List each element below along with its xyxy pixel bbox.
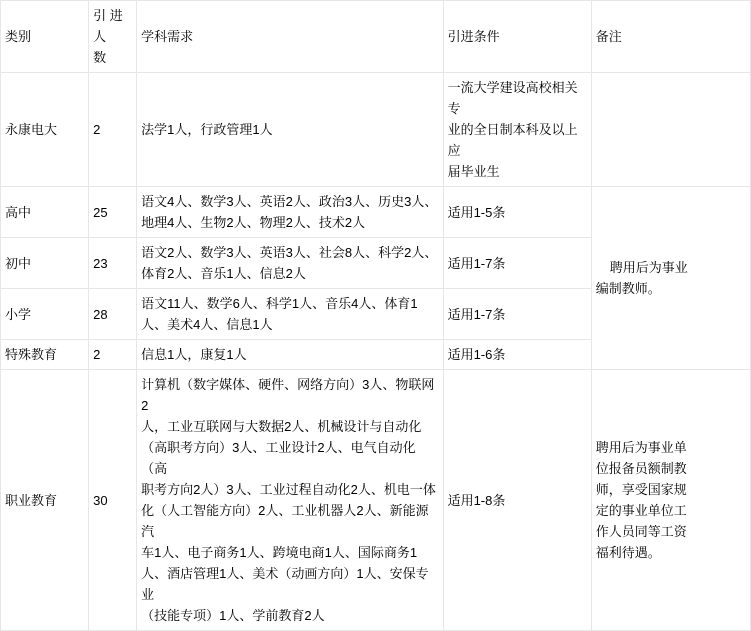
cell-conditions [443,340,591,370]
cell-subjects [137,238,443,289]
remark-line: 定的事业单位工 [595,503,687,518]
table-header [1,1,751,73]
condition-line: 适用1-8条 [447,492,506,508]
condition-line: 适用1-7条 [447,255,506,271]
remark-line: 聘用后为事业单 [595,440,687,455]
header-category: 类别 [1,1,89,73]
subject-line: 人、美术4人、信息1人 [141,317,273,332]
condition-line: 届毕业生 [447,164,500,179]
cell-remarks [591,187,750,370]
header-count-line2: 数 [93,50,107,65]
subject-line: 化（人工智能方向）2人、工业机器人2人、新能源汽 [141,503,429,539]
cell-subjects [137,187,443,238]
cell-subjects [137,73,443,187]
cell-count: 28 [89,289,137,340]
remark-line: 位报备员额制教 [595,461,687,476]
subject-line: 法学1人，行政管理1人 [141,122,273,137]
header-count-line1: 引 进 人 [93,8,123,44]
remark-line: 编制教师。 [595,281,661,296]
cell-category: 高中 [1,187,89,238]
header-subjects: 学科需求 [137,1,443,73]
cell-category: 小学 [1,289,89,340]
cell-remarks [591,73,750,187]
subject-line: （技能专项）1人、学前教育2人 [141,608,325,623]
subject-line: 车1人、电子商务1人、跨境电商1人、国际商务1 [141,545,418,560]
subject-line: 计算机（数字媒体、硬件、网络方向）3人、物联网2 [141,377,435,413]
condition-line: 业的全日制本科及以上应 [447,122,578,158]
cell-subjects [137,340,443,370]
cell-conditions [443,370,591,631]
cell-count: 2 [89,73,137,187]
condition-line: 适用1-5条 [447,204,506,220]
cell-conditions [443,289,591,340]
subject-line: （高职考方向）3人、工业设计2人、电气自动化（高 [141,440,416,476]
cell-count: 23 [89,238,137,289]
cell-count: 30 [89,370,137,631]
condition-line: 适用1-7条 [447,306,506,322]
cell-subjects [137,370,443,631]
header-count [89,1,137,73]
cell-subjects [137,289,443,340]
condition-line: 适用1-6条 [447,347,506,362]
subject-line: 语文2人、数学3人、英语3人、社会8人、科学2人、 [141,245,438,260]
header-row [1,1,751,73]
cell-conditions [443,238,591,289]
subject-line: 语文4人、数学3人、英语2人、政治3人、历史3人、 [141,194,438,209]
cell-category: 永康电大 [1,73,89,187]
remark-line: 师，享受国家规 [595,482,687,497]
subject-line: 信息1人，康复1人 [141,347,247,362]
subject-line: 人、酒店管理1人、美术（动画方向）1人、安保专业 [141,566,429,602]
remark-line: 福利待遇。 [595,545,661,560]
condition-line: 一流大学建设高校相关专 [447,80,578,116]
subject-line: 语文11人、数学6人、科学1人、音乐4人、体育1 [141,296,418,311]
table-row [1,73,751,187]
subject-line: 职考方向2人）3人、工业过程自动化2人、机电一体 [141,482,436,497]
subject-line: 体育2人、音乐1人、信息2人 [141,266,306,281]
cell-category: 初中 [1,238,89,289]
cell-conditions [443,73,591,187]
remark-line: 作人员同等工资 [595,524,687,539]
header-conditions: 引进条件 [443,1,591,73]
cell-conditions [443,187,591,238]
header-remarks: 备注 [591,1,750,73]
table-body [1,73,751,631]
subject-line: 人，工业互联网与大数据2人、机械设计与自动化 [141,419,422,434]
cell-remarks [591,370,750,631]
remark-line: 聘用后为事业 [609,260,688,275]
table-row [1,187,751,238]
table-row [1,370,751,631]
cell-category: 特殊教育 [1,340,89,370]
cell-count: 2 [89,340,137,370]
cell-count: 25 [89,187,137,238]
cell-category: 职业教育 [1,370,89,631]
subject-line: 地理4人、生物2人、物理2人、技术2人 [141,215,366,230]
